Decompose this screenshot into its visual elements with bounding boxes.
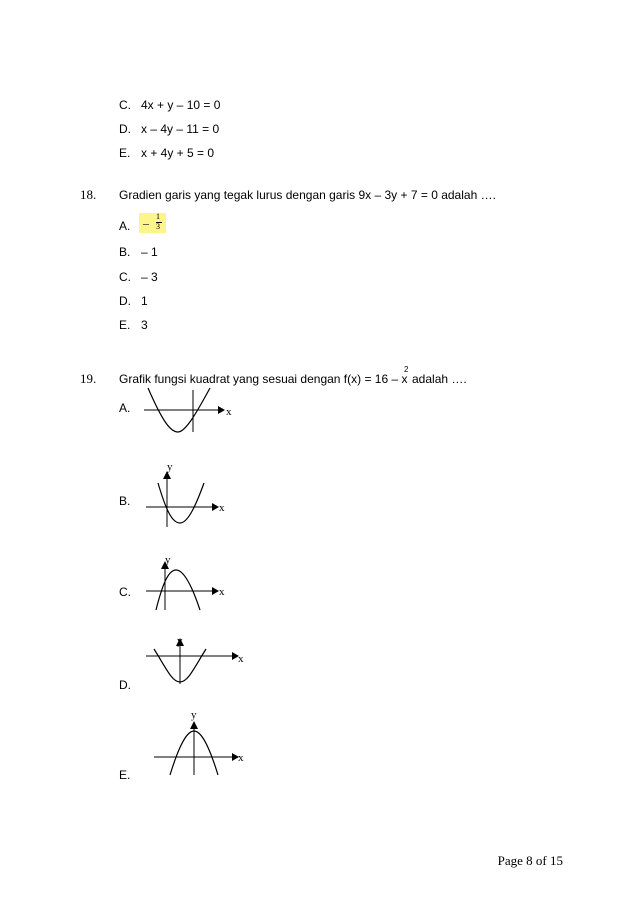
fraction-minus: – [143,216,149,230]
y-axis-label: y [165,554,171,566]
q19-option-a-letter: A. [119,401,131,415]
q19-option-d-graph [140,632,250,692]
q17-option-d-text: x – 4y – 11 = 0 [141,122,220,136]
parabola-curve [156,570,200,610]
q18-option-b-text: – 1 [141,245,158,259]
q19-number: 19. [80,371,97,386]
y-axis-label: y [177,635,183,647]
q19-question: Grafik fungsi kuadrat yang sesuai dengan f(x) = 16 – x [119,372,408,386]
x-axis-label: x [238,752,244,764]
x-axis-label: x [219,502,225,514]
q17-option-c-text: 4x + y – 10 = 0 [141,98,221,112]
y-axis-label: y [167,461,173,473]
q17-option-c-letter: C. [119,98,131,112]
q17-option-e-text: x + 4y + 5 = 0 [141,146,215,160]
q18-option-e-letter: E. [119,318,131,332]
parabola-curve [158,483,204,523]
x-axis-arrow [212,503,219,511]
q19-option-b-letter: B. [119,494,131,508]
q19-option-c-graph [140,550,240,615]
q19-question-end: adalah …. [412,372,467,386]
q18-option-a-fraction [143,211,165,235]
q19-option-e-graph [140,705,250,780]
q18-option-a-letter: A. [119,219,131,233]
x-axis-label: x [226,406,232,418]
q18-option-d-letter: D. [119,294,131,308]
x-axis-label: x [219,586,225,598]
x-axis-arrow [212,587,219,595]
fraction-numerator: 1 [156,212,160,221]
fraction-denominator: 3 [156,222,160,231]
q18-number: 18. [80,187,97,202]
x-axis-label: x [238,653,244,665]
q17-option-d-letter: D. [119,122,131,136]
y-axis-label: y [191,709,197,721]
q18-option-b-letter: B. [119,245,131,259]
q19-option-d-letter: D. [119,678,131,692]
q19-exponent: 2 [404,365,409,374]
q19-option-a-graph [140,380,240,440]
q18-question: Gradien garis yang tegak lurus dengan garis 9x – 3y + 7 = 0 adalah …. [119,188,496,202]
q17-option-e-letter: E. [119,146,131,160]
q19-option-b-graph [140,460,240,530]
q18-option-e-text: 3 [141,318,148,332]
q19-option-c-letter: C. [119,585,131,599]
q18-option-d-text: 1 [141,294,148,308]
q19-option-e-letter: E. [119,768,131,782]
x-axis-arrow [218,406,225,414]
page-number: Page 8 of 15 [497,853,563,868]
q18-option-c-text: – 3 [141,270,158,284]
q18-option-c-letter: C. [119,270,131,284]
